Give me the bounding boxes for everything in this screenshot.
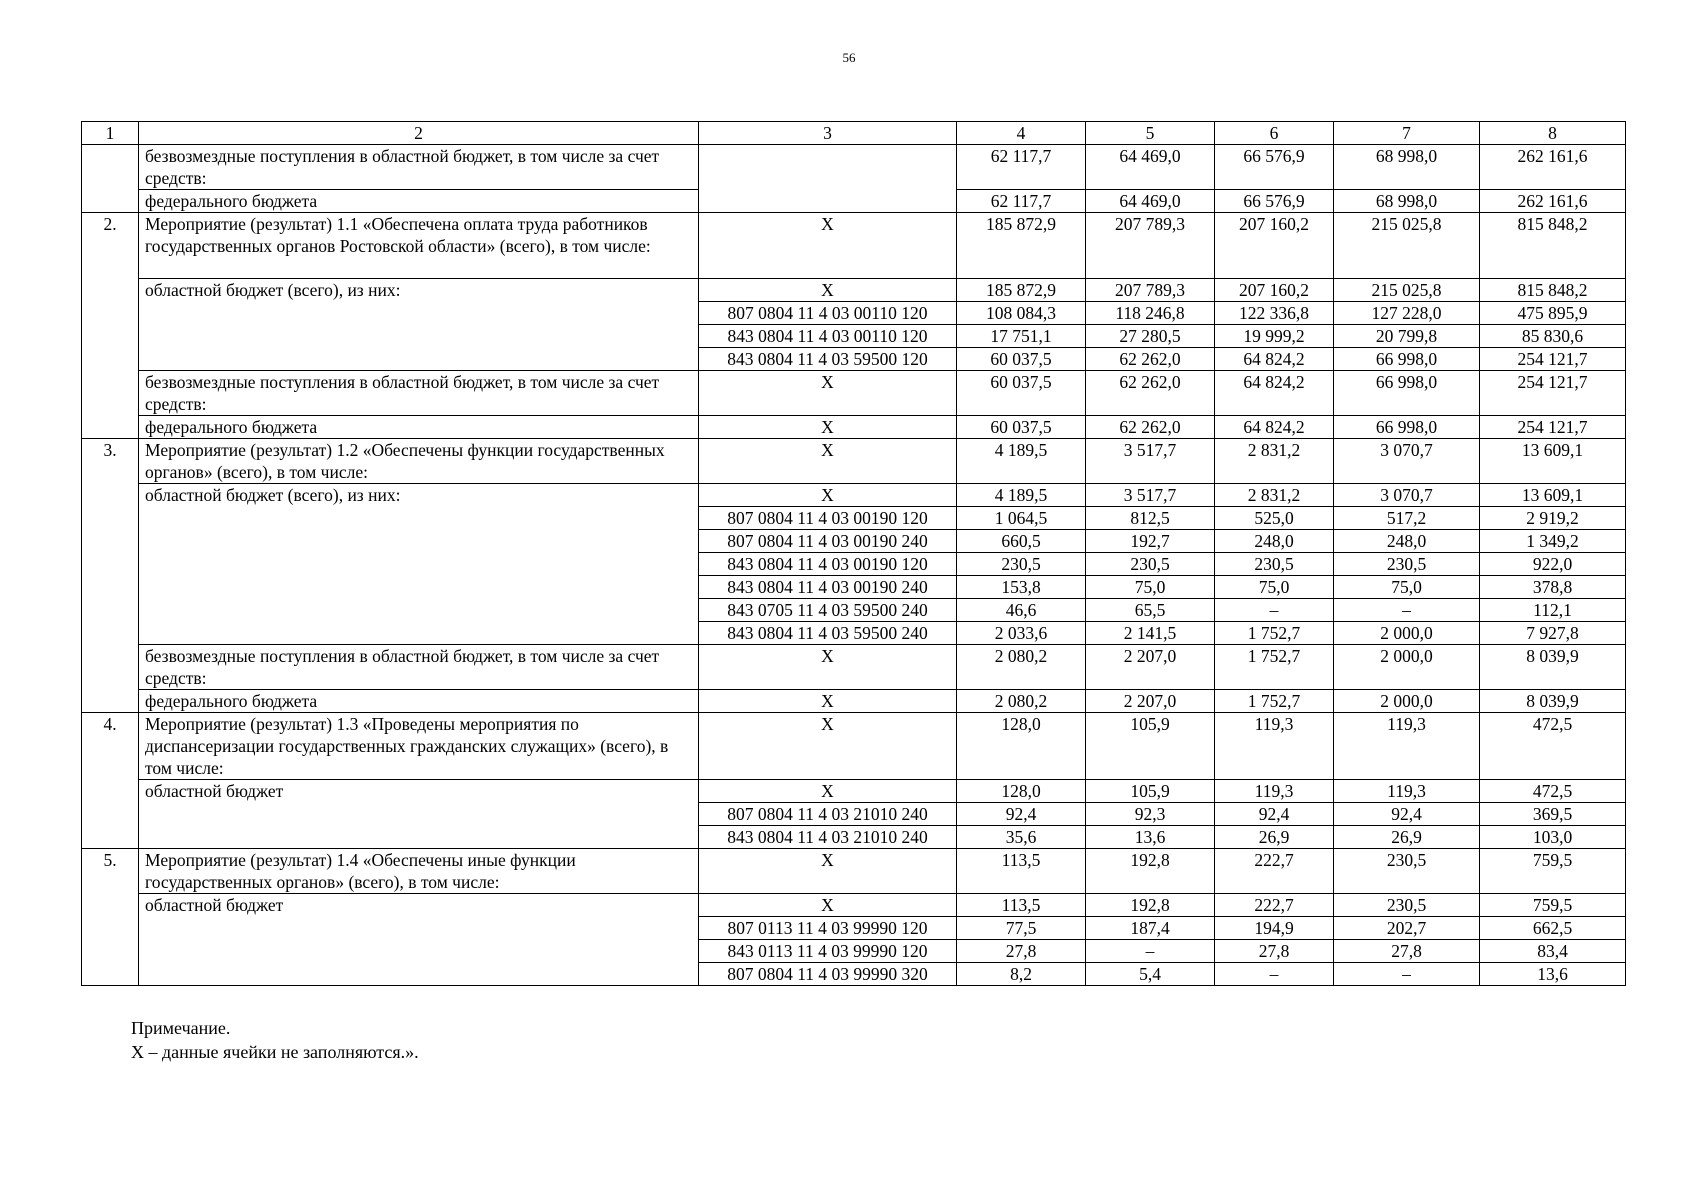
- value-cell: 4 189,5: [957, 484, 1086, 507]
- value-cell: 207 789,3: [1086, 213, 1215, 279]
- value-cell: 92,4: [1215, 803, 1334, 826]
- value-cell: 105,9: [1086, 780, 1215, 803]
- table-row: [82, 645, 1626, 690]
- table-row: [82, 145, 1626, 190]
- budget-code: X: [699, 279, 957, 302]
- value-cell: 92,4: [957, 803, 1086, 826]
- value-cell: 27,8: [1215, 940, 1334, 963]
- value-cell: 1 752,7: [1215, 690, 1334, 713]
- value-cell: 2 207,0: [1086, 645, 1215, 690]
- value-cell: 62 262,0: [1086, 348, 1215, 371]
- value-cell: 2 000,0: [1334, 645, 1480, 690]
- budget-code: 843 0113 11 4 03 99990 120: [699, 940, 957, 963]
- value-cell: 369,5: [1480, 803, 1626, 826]
- value-cell: –: [1086, 940, 1215, 963]
- value-cell: –: [1334, 599, 1480, 622]
- value-cell: 185 872,9: [957, 213, 1086, 279]
- value-cell: 85 830,6: [1480, 325, 1626, 348]
- header-cell: 6: [1215, 122, 1334, 145]
- value-cell: 2 080,2: [957, 690, 1086, 713]
- value-cell: 27,8: [1334, 940, 1480, 963]
- value-cell: 222,7: [1215, 894, 1334, 917]
- value-cell: 230,5: [1215, 553, 1334, 576]
- value-cell: 3 070,7: [1334, 484, 1480, 507]
- value-cell: 2 831,2: [1215, 484, 1334, 507]
- budget-code: 843 0804 11 4 03 59500 120: [699, 348, 957, 371]
- value-cell: 66 998,0: [1334, 371, 1480, 416]
- value-cell: 222,7: [1215, 849, 1334, 894]
- value-cell: 68 998,0: [1334, 145, 1480, 190]
- value-cell: 118 246,8: [1086, 302, 1215, 325]
- value-cell: 103,0: [1480, 826, 1626, 849]
- value-cell: 230,5: [1334, 894, 1480, 917]
- value-cell: 215 025,8: [1334, 279, 1480, 302]
- value-cell: 262 161,6: [1480, 190, 1626, 213]
- value-cell: 230,5: [1334, 553, 1480, 576]
- budget-code: X: [699, 849, 957, 894]
- value-cell: 2 919,2: [1480, 507, 1626, 530]
- value-cell: 62 262,0: [1086, 371, 1215, 416]
- value-cell: 68 998,0: [1334, 190, 1480, 213]
- value-cell: 8 039,9: [1480, 690, 1626, 713]
- value-cell: –: [1215, 599, 1334, 622]
- value-cell: 248,0: [1215, 530, 1334, 553]
- value-cell: 517,2: [1334, 507, 1480, 530]
- row-number: 3.: [82, 439, 139, 713]
- value-cell: 215 025,8: [1334, 213, 1480, 279]
- value-cell: 192,8: [1086, 894, 1215, 917]
- row-description: Мероприятие (результат) 1.1 «Обеспечена оплата труда работников государственных органов Ростовской области» (всего), в том числе:: [139, 213, 699, 279]
- value-cell: 378,8: [1480, 576, 1626, 599]
- value-cell: 66 998,0: [1334, 416, 1480, 439]
- row-number: 2.: [82, 213, 139, 439]
- value-cell: 2 141,5: [1086, 622, 1215, 645]
- budget-code: X: [699, 213, 957, 279]
- page-number: 56: [842, 50, 856, 65]
- value-cell: 119,3: [1334, 780, 1480, 803]
- value-cell: 1 349,2: [1480, 530, 1626, 553]
- value-cell: –: [1334, 963, 1480, 986]
- table-row: [82, 690, 1626, 713]
- value-cell: 207 160,2: [1215, 279, 1334, 302]
- value-cell: 83,4: [1480, 940, 1626, 963]
- value-cell: 812,5: [1086, 507, 1215, 530]
- value-cell: 62 117,7: [957, 145, 1086, 190]
- value-cell: 128,0: [957, 780, 1086, 803]
- budget-code: X: [699, 645, 957, 690]
- value-cell: 113,5: [957, 849, 1086, 894]
- value-cell: 207 160,2: [1215, 213, 1334, 279]
- value-cell: 7 927,8: [1480, 622, 1626, 645]
- table-row: [82, 371, 1626, 416]
- value-cell: 35,6: [957, 826, 1086, 849]
- value-cell: 13,6: [1086, 826, 1215, 849]
- budget-code: 807 0804 11 4 03 21010 240: [699, 803, 957, 826]
- value-cell: 254 121,7: [1480, 416, 1626, 439]
- budget-table: [81, 121, 1626, 986]
- value-cell: 185 872,9: [957, 279, 1086, 302]
- budget-code: X: [699, 439, 957, 484]
- budget-code: 843 0804 11 4 03 21010 240: [699, 826, 957, 849]
- value-cell: 2 831,2: [1215, 439, 1334, 484]
- table-row: [82, 416, 1626, 439]
- row-number: 4.: [82, 713, 139, 849]
- value-cell: 60 037,5: [957, 348, 1086, 371]
- value-cell: 1 064,5: [957, 507, 1086, 530]
- row-description: областной бюджет (всего), из них:: [139, 484, 699, 645]
- value-cell: 4 189,5: [957, 439, 1086, 484]
- value-cell: 60 037,5: [957, 371, 1086, 416]
- value-cell: 194,9: [1215, 917, 1334, 940]
- footnote: [131, 1016, 419, 1064]
- value-cell: 230,5: [1334, 849, 1480, 894]
- value-cell: 202,7: [1334, 917, 1480, 940]
- value-cell: 75,0: [1334, 576, 1480, 599]
- value-cell: 230,5: [957, 553, 1086, 576]
- value-cell: 20 799,8: [1334, 325, 1480, 348]
- value-cell: 75,0: [1215, 576, 1334, 599]
- value-cell: 254 121,7: [1480, 371, 1626, 416]
- value-cell: 27 280,5: [1086, 325, 1215, 348]
- value-cell: 759,5: [1480, 894, 1626, 917]
- row-description: областной бюджет: [139, 780, 699, 849]
- value-cell: 26,9: [1334, 826, 1480, 849]
- budget-code: 807 0113 11 4 03 99990 120: [699, 917, 957, 940]
- value-cell: 26,9: [1215, 826, 1334, 849]
- value-cell: 207 789,3: [1086, 279, 1215, 302]
- budget-code: X: [699, 416, 957, 439]
- row-description: Мероприятие (результат) 1.3 «Проведены мероприятия по диспансеризации государственных гражданских служащих» (всего), в том числе:: [139, 713, 699, 780]
- value-cell: 662,5: [1480, 917, 1626, 940]
- budget-code: X: [699, 690, 957, 713]
- table-row: [82, 279, 1626, 302]
- value-cell: 62 262,0: [1086, 416, 1215, 439]
- value-cell: 815 848,2: [1480, 213, 1626, 279]
- value-cell: 119,3: [1334, 713, 1480, 780]
- value-cell: 475 895,9: [1480, 302, 1626, 325]
- row-description: федерального бюджета: [139, 690, 699, 713]
- value-cell: 3 070,7: [1334, 439, 1480, 484]
- value-cell: 2 000,0: [1334, 622, 1480, 645]
- budget-code: X: [699, 780, 957, 803]
- row-description: безвозмездные поступления в областной бюджет, в том числе за счет средств:: [139, 371, 699, 416]
- value-cell: 13 609,1: [1480, 484, 1626, 507]
- value-cell: 66 998,0: [1334, 348, 1480, 371]
- value-cell: 105,9: [1086, 713, 1215, 780]
- budget-code: 843 0804 11 4 03 00190 240: [699, 576, 957, 599]
- value-cell: 119,3: [1215, 713, 1334, 780]
- budget-code: 843 0804 11 4 03 00190 120: [699, 553, 957, 576]
- value-cell: 108 084,3: [957, 302, 1086, 325]
- value-cell: 248,0: [1334, 530, 1480, 553]
- value-cell: 65,5: [1086, 599, 1215, 622]
- value-cell: 2 000,0: [1334, 690, 1480, 713]
- value-cell: 2 033,6: [957, 622, 1086, 645]
- value-cell: 46,6: [957, 599, 1086, 622]
- budget-code: 807 0804 11 4 03 99990 320: [699, 963, 957, 986]
- value-cell: 27,8: [957, 940, 1086, 963]
- value-cell: 119,3: [1215, 780, 1334, 803]
- header-cell: 8: [1480, 122, 1626, 145]
- budget-code: X: [699, 371, 957, 416]
- value-cell: 187,4: [1086, 917, 1215, 940]
- value-cell: 3 517,7: [1086, 484, 1215, 507]
- value-cell: 153,8: [957, 576, 1086, 599]
- value-cell: 122 336,8: [1215, 302, 1334, 325]
- table-row: [82, 849, 1626, 894]
- footnote-title: Примечание.: [131, 1018, 231, 1038]
- value-cell: 113,5: [957, 894, 1086, 917]
- value-cell: 192,8: [1086, 849, 1215, 894]
- value-cell: 92,4: [1334, 803, 1480, 826]
- row-description: областной бюджет: [139, 894, 699, 986]
- value-cell: 13 609,1: [1480, 439, 1626, 484]
- value-cell: 17 751,1: [957, 325, 1086, 348]
- table-row: [82, 894, 1626, 917]
- value-cell: 254 121,7: [1480, 348, 1626, 371]
- value-cell: 112,1: [1480, 599, 1626, 622]
- value-cell: 5,4: [1086, 963, 1215, 986]
- value-cell: 127 228,0: [1334, 302, 1480, 325]
- budget-code: 843 0804 11 4 03 59500 240: [699, 622, 957, 645]
- value-cell: 660,5: [957, 530, 1086, 553]
- value-cell: 64 824,2: [1215, 348, 1334, 371]
- table-row: [82, 439, 1626, 484]
- value-cell: 128,0: [957, 713, 1086, 780]
- table-row: [82, 780, 1626, 803]
- budget-code: X: [699, 713, 957, 780]
- value-cell: 77,5: [957, 917, 1086, 940]
- header-row: [82, 122, 1626, 145]
- header-cell: 2: [139, 122, 699, 145]
- value-cell: 472,5: [1480, 780, 1626, 803]
- budget-code: 807 0804 11 4 03 00190 120: [699, 507, 957, 530]
- row-number: 5.: [82, 849, 139, 986]
- budget-code: 807 0804 11 4 03 00190 240: [699, 530, 957, 553]
- value-cell: 2 207,0: [1086, 690, 1215, 713]
- header-cell: 3: [699, 122, 957, 145]
- table-row: [82, 484, 1626, 507]
- value-cell: 75,0: [1086, 576, 1215, 599]
- value-cell: 1 752,7: [1215, 622, 1334, 645]
- value-cell: 262 161,6: [1480, 145, 1626, 190]
- budget-code: 843 0705 11 4 03 59500 240: [699, 599, 957, 622]
- table-row: [82, 213, 1626, 279]
- value-cell: 13,6: [1480, 963, 1626, 986]
- table-row: [82, 713, 1626, 780]
- value-cell: 64 469,0: [1086, 145, 1215, 190]
- value-cell: 64 824,2: [1215, 371, 1334, 416]
- value-cell: 759,5: [1480, 849, 1626, 894]
- budget-code: X: [699, 484, 957, 507]
- value-cell: 1 752,7: [1215, 645, 1334, 690]
- value-cell: 815 848,2: [1480, 279, 1626, 302]
- budget-code: [699, 145, 957, 213]
- value-cell: 230,5: [1086, 553, 1215, 576]
- value-cell: 60 037,5: [957, 416, 1086, 439]
- header-cell: 5: [1086, 122, 1215, 145]
- value-cell: –: [1215, 963, 1334, 986]
- value-cell: 62 117,7: [957, 190, 1086, 213]
- value-cell: 8,2: [957, 963, 1086, 986]
- value-cell: 2 080,2: [957, 645, 1086, 690]
- header-cell: 4: [957, 122, 1086, 145]
- row-description: федерального бюджета: [139, 190, 699, 213]
- budget-code: 843 0804 11 4 03 00110 120: [699, 325, 957, 348]
- row-description: областной бюджет (всего), из них:: [139, 279, 699, 371]
- value-cell: 64 469,0: [1086, 190, 1215, 213]
- header-cell: 1: [82, 122, 139, 145]
- footnote-text: X – данные ячейки не заполняются.».: [131, 1042, 419, 1062]
- value-cell: 66 576,9: [1215, 145, 1334, 190]
- row-description: федерального бюджета: [139, 416, 699, 439]
- value-cell: 525,0: [1215, 507, 1334, 530]
- budget-code: 807 0804 11 4 03 00110 120: [699, 302, 957, 325]
- row-description: безвозмездные поступления в областной бюджет, в том числе за счет средств:: [139, 645, 699, 690]
- value-cell: 8 039,9: [1480, 645, 1626, 690]
- value-cell: 3 517,7: [1086, 439, 1215, 484]
- row-description: безвозмездные поступления в областной бюджет, в том числе за счет средств:: [139, 145, 699, 190]
- value-cell: 66 576,9: [1215, 190, 1334, 213]
- row-description: Мероприятие (результат) 1.2 «Обеспечены функции государственных органов» (всего), в том числе:: [139, 439, 699, 484]
- value-cell: 472,5: [1480, 713, 1626, 780]
- value-cell: 92,3: [1086, 803, 1215, 826]
- header-cell: 7: [1334, 122, 1480, 145]
- row-number: [82, 145, 139, 213]
- row-description: Мероприятие (результат) 1.4 «Обеспечены иные функции государственных органов» (всего), в том числе:: [139, 849, 699, 894]
- value-cell: 19 999,2: [1215, 325, 1334, 348]
- value-cell: 192,7: [1086, 530, 1215, 553]
- budget-code: X: [699, 894, 957, 917]
- value-cell: 922,0: [1480, 553, 1626, 576]
- value-cell: 64 824,2: [1215, 416, 1334, 439]
